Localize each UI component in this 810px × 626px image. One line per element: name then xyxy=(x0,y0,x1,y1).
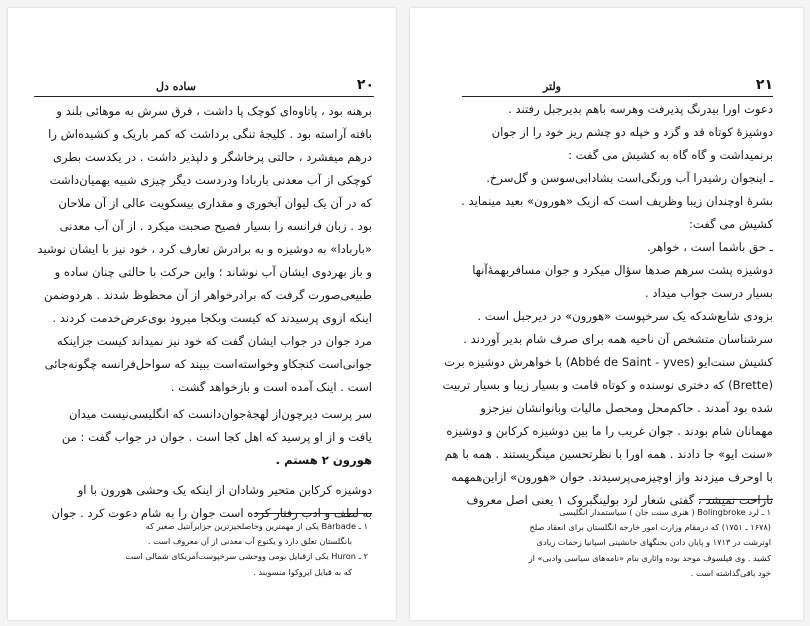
left-page xyxy=(8,8,396,620)
text-line: کشیش می گفت: xyxy=(688,217,773,231)
text-line: دوشیزه پشت سرهم صدها سؤال میکرد و جوان مسافربهمهٔ‌آنها xyxy=(472,263,773,277)
text-line: کشیش سنت‌ایو (Abbé de Saint - yves) با خواهرش دوشیزه برت xyxy=(444,355,773,369)
text-line: ناراحت نمیشد ، گفتی شعار لرد بولینگبروک ۱ یعنی اصل معروف xyxy=(466,493,773,507)
text-line: دعوت اورا بیدرنگ پذیرفت وهرسه باهم بدیرجبل رفتند . xyxy=(508,102,773,116)
footnotes xyxy=(48,519,368,580)
text-line: مرد جوان در جواب ایشان گفت که خود نیز نمیداند کیست جزاینکه xyxy=(57,334,372,348)
text-line: سرشناسان متشخص آن ناحیه همه برای صرف شام بدیر آوردند . xyxy=(463,332,773,346)
text-line: «سنت ایو» جا دادند . همه اورا با نظرتحسین مینگریستند . همه با هم xyxy=(444,447,773,461)
text-line: به لطف و ادب رفتار کرده است جوان را به شام دعوت کرد . جوان xyxy=(51,506,372,520)
text-line: درهم میفشرد ، حالتی پرخاشگر و دلپذیر داشت . در یکدست بطری xyxy=(52,150,372,164)
footnote-line: ۲ ـ Huron یکی ازقبایل بومی ووحشی سرخپوست‌آمریکای شمالی است xyxy=(125,551,368,562)
page-header xyxy=(34,74,374,97)
text-line: و باز بهردوی ایشان آب نوشاند ؛ واین حرکت با حالتی چنان ساده و xyxy=(54,265,372,279)
footnote-line: بانگلستان تعلق دارد و یکنوع آب معدنی از آن معروف است . xyxy=(147,536,352,547)
text-line: برنمیداشت و گاه گاه به کشیش می گفت : xyxy=(568,148,773,162)
text-line: یافت و از او پرسید که اهل کجا است . جوان در جواب گفت : من xyxy=(61,430,372,444)
text-line: شده بود آمدند . حاکم‌محل ومحصل مالیات وبانوانشان نیزجزو xyxy=(480,401,773,415)
footnote-line: خود باقی‌گذاشته است . xyxy=(690,567,771,578)
text-line: طبیعی‌صورت گرفت که برادرخواهر از آن محظوظ شدند . هردوضمن xyxy=(44,288,372,302)
text-line: کوچکی از آب معدنی باربادا ودردست دیگر چیزی شبیه بهمیان‌داشت xyxy=(49,173,372,187)
footnote-line: ۱ ـ لرد Bolingbroke ( هنری سنت جان ) سیاستمدار انگلیسی xyxy=(559,507,771,517)
running-title: ساده دل xyxy=(156,80,196,93)
text-line: بزودی شایع‌شد‌که یک سرخپوست «هورون» در دیرجبل است . xyxy=(477,309,773,323)
text-line: بافته آراسته بود . کلیجهٔ تنگی برداشت که کمر باریک و کشیده‌اش را xyxy=(48,127,372,141)
body-text xyxy=(442,98,773,512)
text-line: «باربادا» به دوشیزه و به برادرش تعارف کرد ، خود نیز با ایشان نوشید xyxy=(37,242,372,256)
text-line: ـ اینجوان رشیدرا آب ورنگی‌است بشادابی‌سوسن و گل‌سرخ. xyxy=(486,171,773,185)
footnotes xyxy=(462,505,771,581)
body-text xyxy=(34,100,372,525)
text-line: ـ حق باشما است ، خواهر. xyxy=(646,240,773,254)
text-line: جوانی‌است کنجکاو وخواسته‌است ببیند که سواحل‌فرانسه چگونه‌جائی xyxy=(44,357,372,371)
running-title: ولتر xyxy=(542,80,561,93)
text-line: اینکه ازوی پرسیدند که کیست وبکجا میرود بوی‌عرض‌خدمت کردند . xyxy=(52,311,372,325)
page-number: ۲۰ xyxy=(356,77,374,93)
footnote-line: اوترشت در ۱۷۱۳ و پایان دادن بجنگهای جانشینی اسپانیا زحمات زیادی xyxy=(536,537,771,548)
text-line: هورون ۲ هستم . xyxy=(275,453,372,467)
text-line: دوشیزهٔ کوتاه قد و گرد و خپله دو چشم ریز خود را از جوان xyxy=(491,125,773,139)
page-number: ۲۱ xyxy=(755,77,773,93)
text-line: بسیار درست جواب میداد . xyxy=(645,286,773,300)
footnote-rule xyxy=(254,513,372,514)
footnote-line: ۱ ـ Barbade یکی از مهمترین وحاصلخیزترین جزایرآنتیل صغیر که xyxy=(145,521,368,531)
right-page xyxy=(410,8,803,620)
text-line: بشرهٔ اوچندان زیبا وظریف است که ازیک «هورون» بعید مینماید . xyxy=(461,194,773,208)
footnote-line: که به قبایل ایروکوا منسوبند . xyxy=(253,566,352,577)
text-line: برهنه بود ، پاتاوه‌ای کوچک پا داشت ، فرق سرش به موهائی بلند و xyxy=(56,104,372,118)
text-line: سر پرست دیرچون‌از لهجهٔ‌جوان‌دانست که انگلیسی‌نیست میدان xyxy=(69,407,372,421)
text-line: دوشیزه کرکابن متحیر وشادان از اینکه یک وحشی هورون با او xyxy=(77,483,372,497)
page-header xyxy=(462,74,773,97)
footnote-line: (۱۶۷۸ ـ ۱۷۵۱) که درمقام وزارت امور خارجه انگلستان برای انعقاد صلح xyxy=(529,522,771,533)
footnote-rule xyxy=(699,499,773,500)
text-line: که در آن یک لیوان آبخوری و مقداری بیسکویت عالی از آن ملاحان xyxy=(58,196,372,210)
footnote-line: کشید . وی فیلسوف موحد بوده واثاری بنام «نامه‌های سیاسی وادبی» از xyxy=(528,552,771,563)
text-line: بود . زبان فرانسه را بسیار فصیح صحبت میکرد . از آن آب معدنی xyxy=(59,219,372,233)
text-line: است . اینک آمده است و بازخواهد گشت . xyxy=(170,380,372,394)
text-line: مهمانان شام بودند . جوان غریب را ما بین دوشیزه کرکابن و دوشیزه xyxy=(446,424,773,438)
text-line: (Brette) که دختری نوسنده و کوتاه قامت و بسیار زیبا و بسیار تربیت xyxy=(442,378,773,392)
text-line: با اوحرف میزدند واز اوچیزمی‌پرسیدند. جوان «هورون» ازاین‌همهمه xyxy=(451,470,773,484)
